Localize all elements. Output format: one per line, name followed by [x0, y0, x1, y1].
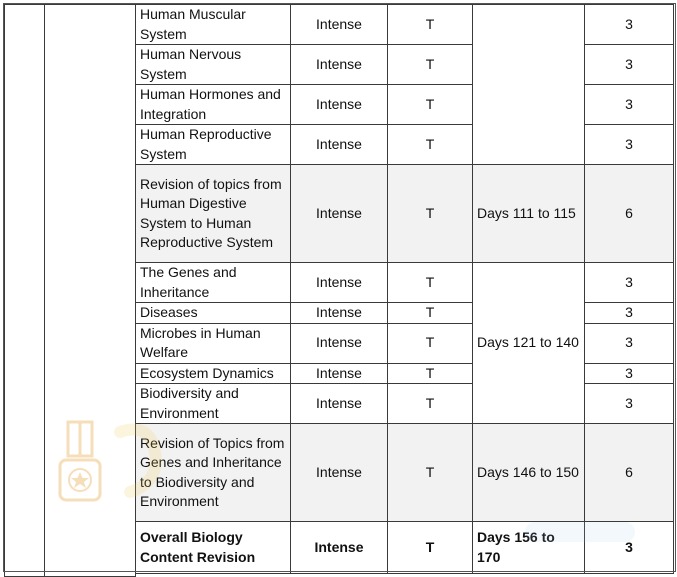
intensity-cell: Intense — [291, 363, 388, 384]
intensity-cell: Intense — [291, 263, 388, 303]
type-cell: T — [388, 263, 473, 303]
intensity-cell: Intense — [291, 384, 388, 424]
topic-cell: Ecosystem Dynamics — [136, 363, 291, 384]
type-cell: T — [388, 125, 473, 165]
watermark-swirl-icon — [110, 422, 170, 502]
topic-cell: Diseases — [136, 303, 291, 324]
type-cell: T — [388, 165, 473, 263]
serial-column-cell — [5, 5, 45, 577]
hours-cell: 3 — [585, 125, 674, 165]
topic-cell: Human Muscular System — [136, 5, 291, 45]
hours-cell: 3 — [585, 363, 674, 384]
topic-cell: Microbes in Human Welfare — [136, 323, 291, 363]
intensity-cell: Intense — [291, 522, 388, 574]
topic-cell: Revision of Topics from Genes and Inheritance to Biodiversity and Environment — [136, 424, 291, 522]
hours-cell: 6 — [585, 424, 674, 522]
days-cell: Days 156 to 170 — [473, 522, 585, 574]
hours-cell: 3 — [585, 384, 674, 424]
topic-cell: Overall Biology Content Revision — [136, 522, 291, 574]
type-cell: T — [388, 424, 473, 522]
topic-cell: Revision of topics from Human Digestive System to Human Reproductive System — [136, 165, 291, 263]
type-cell: T — [388, 363, 473, 384]
intensity-cell: Intense — [291, 303, 388, 324]
intensity-cell: Intense — [291, 323, 388, 363]
hours-cell: 6 — [585, 165, 674, 263]
days-cell-empty — [473, 5, 585, 165]
topic-cell: Biodiversity and Environment — [136, 384, 291, 424]
medal-icon — [58, 420, 102, 504]
type-cell: T — [388, 323, 473, 363]
hours-cell: 3 — [585, 45, 674, 85]
type-cell: T — [388, 45, 473, 85]
hours-cell: 3 — [585, 263, 674, 303]
type-cell: T — [388, 384, 473, 424]
days-cell: Days 146 to 150 — [473, 424, 585, 522]
hours-cell: 3 — [585, 522, 674, 574]
hours-cell: 3 — [585, 5, 674, 45]
topic-cell: The Genes and Inheritance — [136, 263, 291, 303]
intensity-cell: Intense — [291, 125, 388, 165]
type-cell: T — [388, 522, 473, 574]
intensity-cell: Intense — [291, 165, 388, 263]
intensity-cell: Intense — [291, 424, 388, 522]
topic-cell: Human Reproductive System — [136, 125, 291, 165]
hours-cell: 3 — [585, 323, 674, 363]
table-row — [5, 5, 674, 45]
watermark-logo-icon — [520, 512, 640, 552]
hours-cell: 3 — [585, 303, 674, 324]
intensity-cell: Intense — [291, 85, 388, 125]
type-cell: T — [388, 303, 473, 324]
days-cell: Days 111 to 115 — [473, 165, 585, 263]
topic-cell: Human Nervous System — [136, 45, 291, 85]
days-cell: Days 121 to 140 — [473, 263, 585, 424]
hours-cell: 3 — [585, 85, 674, 125]
intensity-cell: Intense — [291, 5, 388, 45]
topic-cell: Human Hormones and Integration — [136, 85, 291, 125]
type-cell: T — [388, 85, 473, 125]
study-plan-table — [4, 4, 674, 577]
type-cell: T — [388, 5, 473, 45]
intensity-cell: Intense — [291, 45, 388, 85]
